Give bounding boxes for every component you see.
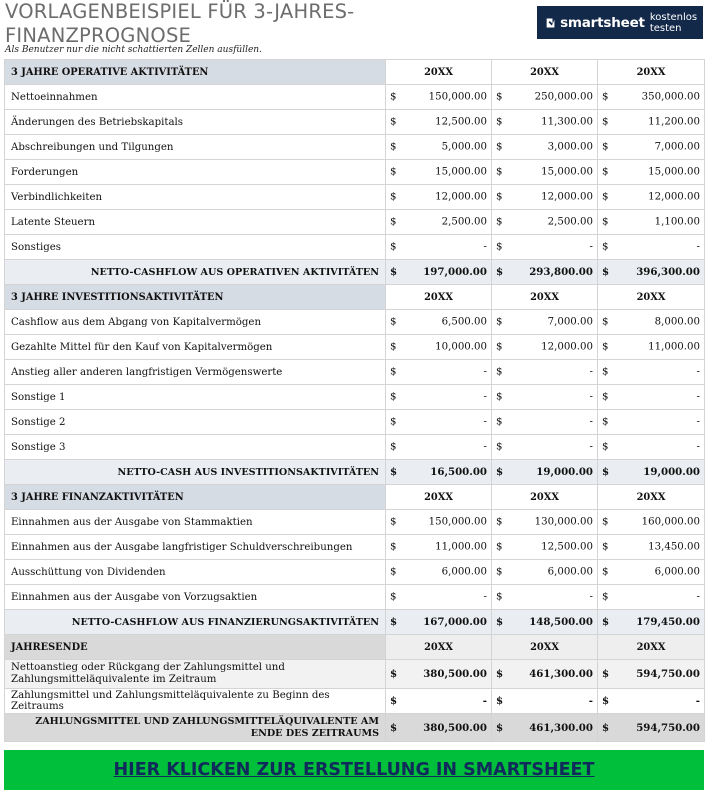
cell-value[interactable]: 11,300.00 <box>541 116 593 128</box>
year-header[interactable]: 20XX <box>492 485 598 510</box>
value-cell[interactable] <box>598 310 705 335</box>
cell-value[interactable]: 7,000.00 <box>654 141 700 153</box>
row-label: NETTO-CASH AUS INVESTITIONSAKTIVITÄTEN <box>5 460 386 485</box>
section-header-row <box>5 60 705 85</box>
table-row <box>5 510 705 535</box>
currency-symbol: $ <box>390 591 397 603</box>
cell-value: 594,750.00 <box>636 721 700 734</box>
table-row <box>5 210 705 235</box>
value-cell[interactable] <box>386 210 492 235</box>
value-cell[interactable] <box>386 110 492 135</box>
cell-value[interactable]: 12,000.00 <box>541 341 593 353</box>
cell-value[interactable]: - <box>589 441 593 453</box>
value-cell[interactable] <box>386 135 492 160</box>
value-cell[interactable] <box>492 560 598 585</box>
cell-value[interactable]: 5,000.00 <box>441 141 487 153</box>
table-row <box>5 535 705 560</box>
currency-symbol: $ <box>496 616 504 628</box>
smartsheet-logo-button[interactable] <box>537 6 703 39</box>
value-cell[interactable] <box>598 210 705 235</box>
cell-value[interactable]: 12,000.00 <box>435 191 487 203</box>
currency-symbol: $ <box>602 216 609 228</box>
cell-value[interactable]: 6,000.00 <box>654 566 700 578</box>
currency-symbol: $ <box>390 216 397 228</box>
cell-value[interactable]: 6,500.00 <box>441 316 487 328</box>
currency-symbol: $ <box>390 616 398 628</box>
table-row <box>5 335 705 360</box>
currency-symbol: $ <box>390 466 398 478</box>
value-cell <box>492 610 598 635</box>
row-label[interactable]: Anstieg aller anderen langfristigen Vermögenswerte <box>5 360 386 385</box>
section-header-row <box>5 635 705 660</box>
value-cell[interactable] <box>386 185 492 210</box>
currency-symbol: $ <box>390 695 398 707</box>
currency-symbol: $ <box>496 416 503 428</box>
value-cell[interactable] <box>598 235 705 260</box>
row-label[interactable]: Nettoeinnahmen <box>5 85 386 110</box>
instructions-note: Als Benutzer nur die nicht schattierten Zellen ausfüllen. <box>5 45 262 55</box>
cell-value[interactable]: 15,000.00 <box>541 166 593 178</box>
currency-symbol: $ <box>602 668 610 680</box>
cell-value: 19,000.00 <box>536 466 593 478</box>
value-cell[interactable] <box>492 335 598 360</box>
currency-symbol: $ <box>602 391 609 403</box>
currency-symbol: $ <box>602 616 610 628</box>
cell-value[interactable]: - <box>589 591 593 603</box>
cell-value[interactable]: - <box>483 366 487 378</box>
cell-value: 167,000.00 <box>423 616 487 628</box>
value-cell[interactable] <box>492 310 598 335</box>
cell-value[interactable]: 150,000.00 <box>428 91 487 103</box>
value-cell[interactable] <box>492 210 598 235</box>
currency-symbol: $ <box>390 566 397 578</box>
row-label[interactable]: Sonstiges <box>5 235 386 260</box>
value-cell[interactable] <box>492 185 598 210</box>
year-header[interactable]: 20XX <box>598 485 705 510</box>
logo-brand: smartsheet <box>560 14 645 31</box>
cell-value[interactable]: - <box>696 441 700 453</box>
currency-symbol: $ <box>496 341 503 353</box>
section-header-row <box>5 285 705 310</box>
value-cell <box>386 660 492 689</box>
currency-symbol: $ <box>496 241 503 253</box>
table-row <box>5 560 705 585</box>
value-cell[interactable] <box>492 360 598 385</box>
value-cell <box>598 460 705 485</box>
year-header[interactable]: 20XX <box>492 635 598 660</box>
currency-symbol: $ <box>390 541 397 553</box>
currency-symbol: $ <box>602 566 609 578</box>
cell-value: - <box>588 695 593 707</box>
cell-value[interactable]: - <box>696 591 700 603</box>
currency-symbol: $ <box>496 566 503 578</box>
currency-symbol: $ <box>496 721 504 734</box>
section-title: JAHRESENDE <box>5 635 386 660</box>
value-cell <box>386 714 492 742</box>
logo-tagline: kostenlos testen <box>649 11 698 34</box>
cell-value: 148,500.00 <box>529 616 593 628</box>
cell-value[interactable]: 160,000.00 <box>641 516 700 528</box>
table-row <box>5 310 705 335</box>
currency-symbol: $ <box>496 316 503 328</box>
row-label[interactable]: Sonstige 3 <box>5 435 386 460</box>
row-label[interactable]: Forderungen <box>5 160 386 185</box>
currency-symbol: $ <box>602 516 609 528</box>
value-cell[interactable] <box>386 85 492 110</box>
value-cell[interactable] <box>598 160 705 185</box>
table-row <box>5 360 705 385</box>
cell-value[interactable]: 1,100.00 <box>654 216 700 228</box>
cell-value[interactable]: 12,500.00 <box>541 541 593 553</box>
currency-symbol: $ <box>602 266 610 278</box>
currency-symbol: $ <box>496 668 504 680</box>
cell-value: 179,450.00 <box>636 616 700 628</box>
cell-value[interactable]: 11,000.00 <box>435 541 487 553</box>
currency-symbol: $ <box>390 366 397 378</box>
currency-symbol: $ <box>496 516 503 528</box>
cell-value[interactable]: - <box>483 241 487 253</box>
row-label[interactable]: Einnahmen aus der Ausgabe von Vorzugsaktien <box>5 585 386 610</box>
cell-value: 396,300.00 <box>636 266 700 278</box>
currency-symbol: $ <box>602 241 609 253</box>
value-cell[interactable] <box>598 510 705 535</box>
value-cell <box>598 714 705 742</box>
currency-symbol: $ <box>390 721 398 734</box>
value-cell <box>492 689 598 714</box>
table-row <box>5 185 705 210</box>
value-cell[interactable] <box>386 360 492 385</box>
cell-value[interactable]: 6,000.00 <box>441 566 487 578</box>
cell-value[interactable]: - <box>483 441 487 453</box>
value-cell[interactable] <box>492 410 598 435</box>
year-header[interactable]: 20XX <box>598 60 705 85</box>
currency-symbol: $ <box>390 141 397 153</box>
currency-symbol: $ <box>496 91 503 103</box>
cell-value[interactable]: 11,000.00 <box>648 341 700 353</box>
cell-value[interactable]: - <box>589 366 593 378</box>
row-label: ZAHLUNGSMITTEL UND ZAHLUNGSMITTELÄQUIVALENTE AM ENDE DES ZEITRAUMS <box>5 714 386 742</box>
cell-value[interactable]: - <box>696 391 700 403</box>
currency-symbol: $ <box>390 166 397 178</box>
cell-value: 380,500.00 <box>423 668 487 680</box>
currency-symbol: $ <box>390 341 397 353</box>
value-cell <box>598 610 705 635</box>
currency-symbol: $ <box>496 466 504 478</box>
cell-value[interactable]: 150,000.00 <box>428 516 487 528</box>
value-cell[interactable] <box>492 160 598 185</box>
value-cell[interactable] <box>386 385 492 410</box>
value-cell[interactable] <box>598 335 705 360</box>
cell-value: 16,500.00 <box>430 466 487 478</box>
currency-symbol: $ <box>602 591 609 603</box>
value-cell[interactable] <box>598 110 705 135</box>
currency-symbol: $ <box>496 695 504 707</box>
year-header[interactable]: 20XX <box>492 60 598 85</box>
currency-symbol: $ <box>602 341 609 353</box>
value-cell <box>598 260 705 285</box>
cell-value[interactable]: 15,000.00 <box>648 166 700 178</box>
currency-symbol: $ <box>390 191 397 203</box>
table-row <box>5 385 705 410</box>
currency-symbol: $ <box>390 391 397 403</box>
cell-value[interactable]: 7,000.00 <box>547 316 593 328</box>
cell-value[interactable]: - <box>696 366 700 378</box>
currency-symbol: $ <box>390 516 397 528</box>
row-label: Nettoanstieg oder Rückgang der Zahlungsmittel und Zahlungsmitteläquivalente im Zeitraum <box>5 660 386 689</box>
table-row <box>5 160 705 185</box>
value-cell[interactable] <box>598 535 705 560</box>
year-header[interactable]: 20XX <box>386 485 492 510</box>
cell-value[interactable]: - <box>696 416 700 428</box>
section-title: 3 JAHRE OPERATIVE AKTIVITÄTEN <box>5 60 386 85</box>
row-label: NETTO-CASHFLOW AUS FINANZIERUNGSAKTIVITÄTEN <box>5 610 386 635</box>
row-label[interactable]: Sonstige 1 <box>5 385 386 410</box>
value-cell[interactable] <box>492 510 598 535</box>
currency-symbol: $ <box>602 316 609 328</box>
year-header[interactable]: 20XX <box>386 60 492 85</box>
cell-value[interactable]: 2,500.00 <box>547 216 593 228</box>
currency-symbol: $ <box>496 366 503 378</box>
value-cell[interactable] <box>492 110 598 135</box>
value-cell[interactable] <box>386 435 492 460</box>
currency-symbol: $ <box>602 91 609 103</box>
currency-symbol: $ <box>602 541 609 553</box>
value-cell <box>386 689 492 714</box>
cell-value: 380,500.00 <box>423 721 487 734</box>
value-cell[interactable] <box>598 585 705 610</box>
page-title: VORLAGENBEISPIEL FÜR 3-JAHRES-FINANZPROGNOSE <box>5 0 355 47</box>
year-header[interactable]: 20XX <box>598 285 705 310</box>
currency-symbol: $ <box>390 441 397 453</box>
currency-symbol: $ <box>496 266 504 278</box>
currency-symbol: $ <box>496 541 503 553</box>
currency-symbol: $ <box>602 721 610 734</box>
currency-symbol: $ <box>390 91 397 103</box>
value-cell <box>492 260 598 285</box>
row-label: NETTO-CASHFLOW AUS OPERATIVEN AKTIVITÄTEN <box>5 260 386 285</box>
value-cell[interactable] <box>492 385 598 410</box>
value-cell[interactable] <box>598 135 705 160</box>
value-cell[interactable] <box>598 385 705 410</box>
value-cell[interactable] <box>386 235 492 260</box>
cell-value[interactable]: - <box>483 391 487 403</box>
currency-symbol: $ <box>390 116 397 128</box>
cashflow-table <box>4 59 705 742</box>
year-header[interactable]: 20XX <box>598 635 705 660</box>
cell-value[interactable]: - <box>483 591 487 603</box>
value-cell[interactable] <box>386 310 492 335</box>
currency-symbol: $ <box>496 166 503 178</box>
currency-symbol: $ <box>602 166 609 178</box>
table-row <box>5 85 705 110</box>
currency-symbol: $ <box>390 241 397 253</box>
value-cell <box>386 460 492 485</box>
section-title: 3 JAHRE FINANZAKTIVITÄTEN <box>5 485 386 510</box>
currency-symbol: $ <box>602 695 610 707</box>
cell-value[interactable]: 12,000.00 <box>541 191 593 203</box>
table-row <box>5 660 705 689</box>
cell-value[interactable]: 6,000.00 <box>547 566 593 578</box>
table-row <box>5 135 705 160</box>
cell-value: 461,300.00 <box>529 668 593 680</box>
value-cell[interactable] <box>386 535 492 560</box>
total-row <box>5 260 705 285</box>
row-label[interactable]: Latente Steuern <box>5 210 386 235</box>
table-row <box>5 410 705 435</box>
value-cell[interactable] <box>492 135 598 160</box>
value-cell[interactable] <box>386 560 492 585</box>
currency-symbol: $ <box>496 391 503 403</box>
currency-symbol: $ <box>496 141 503 153</box>
currency-symbol: $ <box>496 441 503 453</box>
value-cell[interactable] <box>386 335 492 360</box>
year-header[interactable]: 20XX <box>492 285 598 310</box>
value-cell <box>598 689 705 714</box>
total-row <box>5 610 705 635</box>
currency-symbol: $ <box>602 416 609 428</box>
value-cell[interactable] <box>598 85 705 110</box>
value-cell <box>386 260 492 285</box>
table-row <box>5 585 705 610</box>
cell-value: 197,000.00 <box>423 266 487 278</box>
table-row <box>5 110 705 135</box>
cell-value[interactable]: 10,000.00 <box>435 341 487 353</box>
currency-symbol: $ <box>602 466 610 478</box>
currency-symbol: $ <box>602 366 609 378</box>
currency-symbol: $ <box>496 116 503 128</box>
value-cell[interactable] <box>492 235 598 260</box>
cell-value[interactable]: - <box>589 241 593 253</box>
cell-value: 594,750.00 <box>636 668 700 680</box>
currency-symbol: $ <box>390 668 398 680</box>
value-cell[interactable] <box>492 585 598 610</box>
row-label[interactable]: Sonstige 2 <box>5 410 386 435</box>
table-row <box>5 235 705 260</box>
table-row <box>5 689 705 714</box>
currency-symbol: $ <box>496 191 503 203</box>
value-cell <box>386 610 492 635</box>
value-cell <box>598 660 705 689</box>
row-label[interactable]: Cashflow aus dem Abgang von Kapitalvermögen <box>5 310 386 335</box>
cell-value: 19,000.00 <box>643 466 700 478</box>
cell-value[interactable]: - <box>696 241 700 253</box>
row-label[interactable]: Ausschüttung von Dividenden <box>5 560 386 585</box>
cell-value[interactable]: - <box>589 416 593 428</box>
cell-value[interactable]: 13,450.00 <box>648 541 700 553</box>
year-header[interactable]: 20XX <box>386 635 492 660</box>
value-cell[interactable] <box>598 435 705 460</box>
row-label[interactable]: Änderungen des Betriebskapitals <box>5 110 386 135</box>
smartsheet-check-icon <box>546 15 555 31</box>
cell-value[interactable]: 12,000.00 <box>648 191 700 203</box>
cell-value: 293,800.00 <box>529 266 593 278</box>
value-cell[interactable] <box>386 410 492 435</box>
currency-symbol: $ <box>496 216 503 228</box>
value-cell[interactable] <box>492 535 598 560</box>
section-header-row <box>5 485 705 510</box>
row-label[interactable]: Gezahlte Mittel für den Kauf von Kapitalvermögen <box>5 335 386 360</box>
value-cell[interactable] <box>386 160 492 185</box>
total-row <box>5 460 705 485</box>
value-cell[interactable] <box>386 585 492 610</box>
row-label[interactable]: Abschreibungen und Tilgungen <box>5 135 386 160</box>
row-label[interactable]: Einnahmen aus der Ausgabe von Stammaktien <box>5 510 386 535</box>
cell-value[interactable]: 250,000.00 <box>534 91 593 103</box>
year-header[interactable]: 20XX <box>386 285 492 310</box>
currency-symbol: $ <box>602 191 609 203</box>
cell-value[interactable]: - <box>483 416 487 428</box>
value-cell[interactable] <box>598 185 705 210</box>
value-cell[interactable] <box>492 435 598 460</box>
cell-value: 461,300.00 <box>529 721 593 734</box>
currency-symbol: $ <box>602 116 609 128</box>
total-row <box>5 714 705 742</box>
currency-symbol: $ <box>602 441 609 453</box>
cell-value[interactable]: 3,000.00 <box>547 141 593 153</box>
currency-symbol: $ <box>602 141 609 153</box>
section-title: 3 JAHRE INVESTITIONSAKTIVITÄTEN <box>5 285 386 310</box>
value-cell <box>492 660 598 689</box>
table-row <box>5 435 705 460</box>
cell-value[interactable]: 12,500.00 <box>435 116 487 128</box>
cell-value: - <box>695 695 700 707</box>
currency-symbol: $ <box>390 316 397 328</box>
cell-value[interactable]: 2,500.00 <box>441 216 487 228</box>
cell-value: - <box>482 695 487 707</box>
cell-value[interactable]: 8,000.00 <box>654 316 700 328</box>
value-cell[interactable] <box>598 410 705 435</box>
cell-value[interactable]: - <box>589 391 593 403</box>
value-cell[interactable] <box>598 360 705 385</box>
value-cell[interactable] <box>492 85 598 110</box>
value-cell <box>492 714 598 742</box>
cell-value[interactable]: 11,200.00 <box>648 116 700 128</box>
create-in-smartsheet-link[interactable]: HIER KLICKEN ZUR ERSTELLUNG IN SMARTSHEET <box>4 750 704 790</box>
value-cell <box>492 460 598 485</box>
cell-value[interactable]: 350,000.00 <box>641 91 700 103</box>
value-cell[interactable] <box>386 510 492 535</box>
currency-symbol: $ <box>496 591 503 603</box>
cell-value[interactable]: 130,000.00 <box>534 516 593 528</box>
row-label[interactable]: Einnahmen aus der Ausgabe langfristiger Schuldverschreibungen <box>5 535 386 560</box>
currency-symbol: $ <box>390 416 397 428</box>
value-cell[interactable] <box>598 560 705 585</box>
row-label[interactable]: Verbindlichkeiten <box>5 185 386 210</box>
row-label: Zahlungsmittel und Zahlungsmitteläquivalente zu Beginn des Zeitraums <box>5 689 386 714</box>
cell-value[interactable]: 15,000.00 <box>435 166 487 178</box>
currency-symbol: $ <box>390 266 398 278</box>
